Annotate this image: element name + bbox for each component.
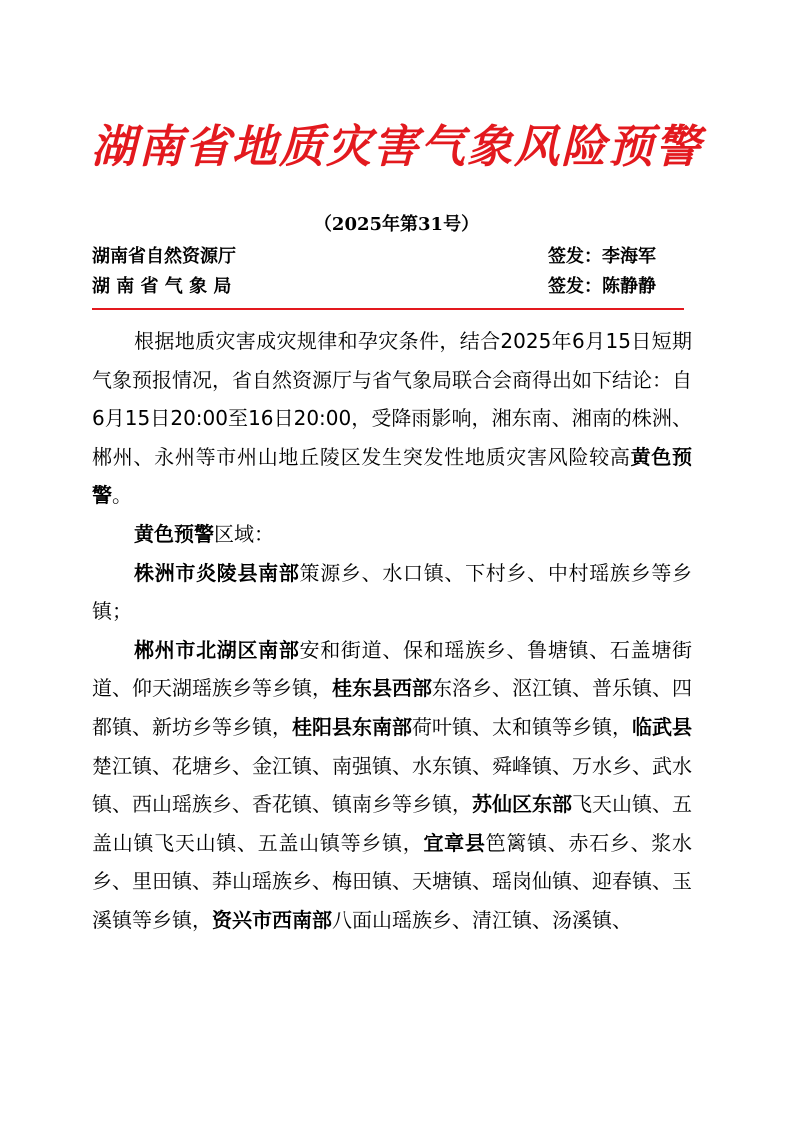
town-list: 楚江镇、花塘乡、金江镇、南强镇、水东镇、舜峰镇、万水乡、武水镇、西山瑶族乡、香花镇、镇南乡等乡镇， bbox=[92, 753, 692, 817]
warning-level: 黄色预警 bbox=[134, 521, 214, 546]
region-heading-paragraph bbox=[92, 515, 692, 554]
red-divider bbox=[92, 308, 684, 310]
issue-number: （2025年第31号） bbox=[313, 214, 480, 235]
issuer-row bbox=[92, 240, 664, 274]
chenzhou-paragraph bbox=[92, 631, 692, 940]
town-list: 荷叶镇、太和镇等乡镇， bbox=[412, 714, 632, 739]
town-list: 策源乡、水口镇、下村乡、中村瑶族乡等乡镇； bbox=[92, 560, 693, 624]
issuer-row bbox=[92, 270, 664, 304]
issuer-org: 湖南省自然资源厅 bbox=[92, 246, 236, 267]
issuer-signer: 签发：陈静静 bbox=[548, 276, 656, 297]
county-name: 郴州市北湖区南部 bbox=[134, 637, 300, 662]
county-name: 桂阳县东南部 bbox=[292, 714, 412, 739]
intro-paragraph bbox=[92, 322, 692, 515]
town-list: 安和街道、保和瑶族乡、鲁塘镇、石盖塘街道、仰天湖瑶族乡等乡镇， bbox=[92, 637, 693, 701]
county-name: 宜章县 bbox=[423, 830, 486, 855]
county-name: 桂东县西部 bbox=[332, 676, 432, 701]
intro-text: 根据地质灾害成灾规律和孕灾条件，结合2025年6月15日短期气象预报情况，省自然资源厅与省气象局联合会商得出如下结论：自6月15日20:00至16日20:00，受降雨影响，湘东南、湘南的株洲、郴州、永州等市州山地丘陵区发生突发性地质灾害风险较高 bbox=[92, 329, 692, 469]
region-heading-text: 区域： bbox=[214, 521, 274, 546]
county-name: 资兴市西南部 bbox=[212, 907, 332, 932]
issuer-signer: 签发：李海军 bbox=[548, 246, 656, 267]
intro-end: 。 bbox=[112, 483, 132, 508]
town-list: 八面山瑶族乡、清江镇、汤溪镇、 bbox=[332, 907, 632, 932]
warning-level: 黄色预警 bbox=[92, 444, 693, 508]
zhuzhou-paragraph bbox=[92, 554, 692, 631]
town-list: 笆篱镇、赤石乡、浆水乡、里田镇、莽山瑶族乡、梅田镇、天塘镇、瑶岗仙镇、迎春镇、玉溪镇等乡镇， bbox=[92, 830, 693, 932]
document-body bbox=[92, 322, 692, 940]
county-name: 苏仙区东部 bbox=[472, 792, 572, 817]
town-list: 东洛乡、沤江镇、普乐镇、四都镇、新坊乡等乡镇， bbox=[92, 676, 692, 739]
county-name: 临武县 bbox=[632, 714, 692, 739]
issuer-org: 湖 南 省 气 象 局 bbox=[92, 276, 232, 297]
document-title: 湖南省地质灾害气象风险预警 bbox=[90, 120, 702, 173]
town-list: 飞天山镇、五盖山镇飞天山镇、五盖山镇等乡镇， bbox=[92, 792, 692, 855]
county-name: 株洲市炎陵县南部 bbox=[134, 560, 300, 585]
